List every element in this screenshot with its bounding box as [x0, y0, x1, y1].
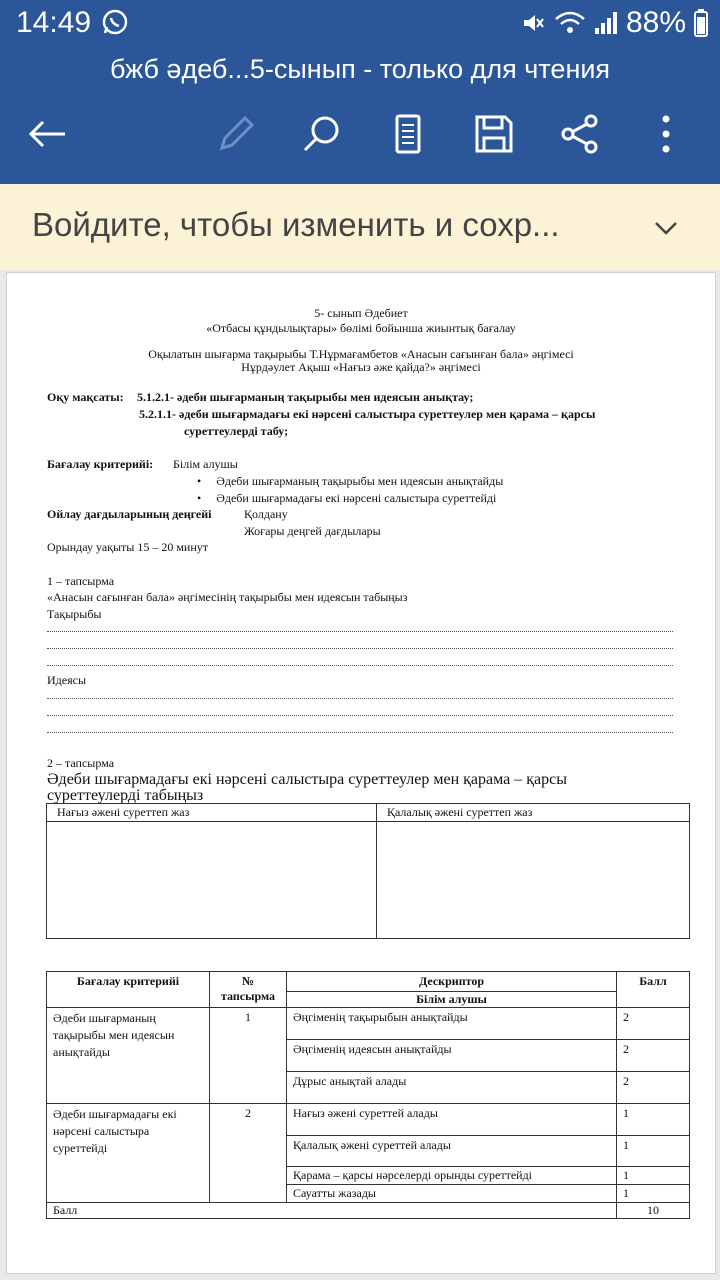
rubric-score: 1	[617, 1185, 690, 1203]
rubric-score: 1	[617, 1136, 690, 1167]
sign-in-banner-text: Войдите, чтобы изменить и сохр...	[32, 206, 560, 243]
status-time: 14:49	[16, 6, 92, 39]
rubric-task-1: 1	[210, 1008, 287, 1104]
comparison-header-left: Нағыз әжені суреттеп жаз	[47, 804, 377, 822]
task-1-title: 1 – тапсырма	[47, 574, 115, 588]
whatsapp-icon	[102, 9, 128, 35]
rubric-descriptor: Нағыз әжені суреттей алады	[287, 1104, 617, 1136]
rubric-descriptor: Дұрыс анықтай алады	[287, 1072, 617, 1104]
task-2-line-1: Әдеби шығармадағы екі нәрсені салыстыра суреттеулер мен қарама – қарсы	[47, 771, 567, 788]
status-bar	[0, 0, 720, 46]
task-2-title: 2 – тапсырма	[47, 756, 115, 770]
rubric-total-score: 10	[617, 1203, 690, 1219]
signal-icon	[594, 10, 618, 36]
idea-label: Идеясы	[47, 673, 87, 687]
topic-label: Тақырыбы	[47, 607, 102, 621]
sign-in-banner[interactable]	[0, 184, 720, 270]
rubric-header-score: Балл	[617, 972, 690, 1008]
rubric-score: 1	[617, 1167, 690, 1185]
share-icon[interactable]	[558, 112, 602, 156]
rubric-score: 1	[617, 1104, 690, 1136]
reading-view-icon[interactable]	[386, 112, 430, 156]
doc-work-title-2: Нұрдәулет Ақыш «Нағыз әже қайда?» әңгімесі	[241, 360, 481, 374]
more-options-icon[interactable]	[644, 112, 688, 156]
answer-line	[47, 665, 673, 666]
app-toolbar	[0, 46, 720, 184]
rubric-header-criteria: Бағалау критерийі	[47, 972, 210, 1008]
criteria-text: Білім алушы	[173, 457, 238, 471]
goal-2: 5.2.1.1- әдеби шығармадағы екі нәрсені салыстыра суреттеулер мен қарама – қарсы	[139, 407, 596, 421]
battery-icon	[694, 9, 708, 37]
criteria-bullet-1-text: Әдеби шығарманың тақырыбы мен идеясын анықтайды	[216, 474, 504, 488]
answer-line	[47, 732, 673, 733]
rubric-descriptor: Әңгіменің тақырыбын анықтайды	[287, 1008, 617, 1040]
rubric-score: 2	[617, 1072, 690, 1104]
time-limit: Орындау уақыты 15 – 20 минут	[47, 540, 209, 554]
goal-1: 5.1.2.1- әдеби шығарманың тақырыбы мен идеясын анықтау;	[137, 390, 474, 404]
criteria-label: Бағалау критерийі:	[47, 457, 154, 471]
chevron-down-icon[interactable]	[652, 214, 680, 242]
search-icon[interactable]	[300, 112, 344, 156]
save-icon[interactable]	[472, 112, 516, 156]
answer-line	[47, 631, 673, 632]
doc-heading: 5- сынып Әдебиет	[314, 306, 408, 320]
rubric-header-descriptor-sub: Білім алушы	[287, 992, 617, 1008]
edit-pencil-icon[interactable]	[214, 112, 258, 156]
rubric-criteria-1: Әдеби шығарманың тақырыбы мен идеясын анықтайды	[47, 1008, 210, 1104]
doc-subheading: «Отбасы құндылықтары» бөлімі бойынша жиынтық бағалау	[206, 321, 516, 335]
rubric-descriptor: Қарама – қарсы нәрселерді орынды суреттейді	[287, 1167, 617, 1185]
goal-2-cont: суреттеулерді табу;	[184, 424, 289, 438]
skill-level-2: Жоғары деңгей дағдылары	[244, 524, 381, 538]
criteria-bullet-1: • Әдеби шығарманың тақырыбы мен идеясын анықтайды	[197, 474, 504, 488]
rubric-task-2: 2	[210, 1104, 287, 1203]
document-title: бжб әдеб...5-сынып - только для чтения	[109, 54, 611, 84]
task-1-text: «Анасын сағынған бала» әңгімесінің тақырыбы мен идеясын табыңыз	[47, 590, 408, 604]
battery-percent: 88%	[625, 6, 686, 39]
rubric-score: 2	[617, 1040, 690, 1072]
doc-work-title: Оқылатын шығарма тақырыбы Т.Нұрмағамбетов «Анасын сағынған бала» әңгімесі	[148, 347, 574, 361]
wifi-icon	[554, 10, 586, 36]
document-page	[6, 272, 716, 1274]
skill-level-1: Қолдану	[244, 507, 288, 521]
rubric-score: 2	[617, 1008, 690, 1040]
comparison-cell-left	[47, 822, 377, 939]
rubric-descriptor: Әңгіменің идеясын анықтайды	[287, 1040, 617, 1072]
answer-line	[47, 698, 673, 699]
answer-line	[47, 648, 673, 649]
criteria-bullet-2-text: Әдеби шығармадағы екі нәрсені салыстыра суреттейді	[216, 491, 497, 505]
mute-icon	[520, 10, 546, 36]
rubric-total-label: Балл	[47, 1203, 617, 1219]
rubric-criteria-2: Әдеби шығармадағы екі нәрсені салыстыра суреттейді	[47, 1104, 210, 1203]
task-2-line-2: суреттеулерді табыңыз	[47, 787, 204, 804]
rubric-header-descriptor: Дескриптор	[287, 972, 617, 992]
rubric-header-task: № тапсырма	[210, 972, 287, 1008]
comparison-header-right: Қалалық әжені суреттеп жаз	[377, 804, 690, 822]
skill-label: Ойлау дағдыларының деңгейі	[47, 507, 212, 521]
criteria-bullet-2: • Әдеби шығармадағы екі нәрсені салыстыра суреттейді	[197, 491, 497, 505]
goal-label: Оқу мақсаты:	[47, 390, 124, 404]
rubric-descriptor: Қалалық әжені суреттей алады	[287, 1136, 617, 1167]
answer-line	[47, 715, 673, 716]
rubric-table	[46, 971, 690, 1219]
rubric-descriptor: Сауатты жазады	[287, 1185, 617, 1203]
comparison-table	[46, 803, 690, 939]
comparison-cell-right	[377, 822, 690, 939]
back-arrow-icon[interactable]	[25, 112, 69, 156]
status-icons	[520, 6, 708, 40]
